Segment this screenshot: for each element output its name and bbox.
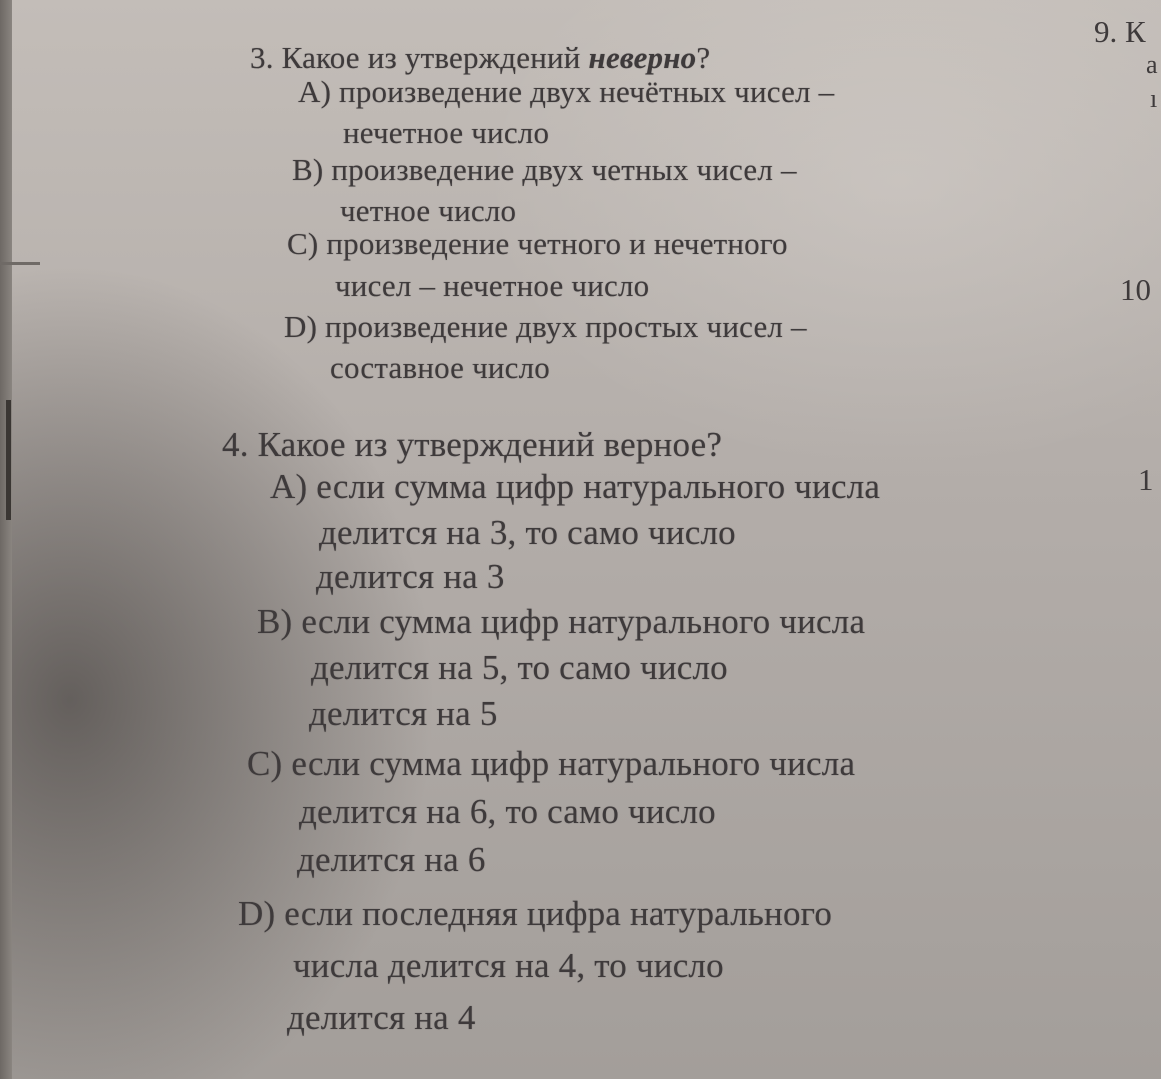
question-9-fragment: 9. К xyxy=(1094,14,1146,49)
q3-option-d-line2: составное число xyxy=(330,350,550,385)
question-10-number: 10 xyxy=(1120,272,1151,307)
question-4-title: 4. Какое из утверждений верное? xyxy=(222,425,723,464)
q4-option-b-line3: делится на 5 xyxy=(309,694,498,733)
q4-option-d-line3: делится на 4 xyxy=(287,998,476,1037)
q4-option-c-line3: делится на 6 xyxy=(297,840,486,879)
q4-option-d-line1: D) если последняя цифра натурального xyxy=(238,894,833,933)
q4-option-a-line2: делится на 3, то само число xyxy=(319,513,736,552)
margin-fragment-a: а xyxy=(1146,50,1158,79)
q3-option-b-line2: четное число xyxy=(340,193,517,228)
q4-option-a-line3: делится на 3 xyxy=(316,557,505,596)
q4-option-c-line2: делится на 6, то само число xyxy=(299,792,716,831)
q4-option-b-line2: делится на 5, то само число xyxy=(311,648,728,687)
q3-option-c-line2: чисел – нечетное число xyxy=(335,268,650,303)
q3-option-c-line1: C) произведение четного и нечетного xyxy=(287,226,788,261)
page-divider xyxy=(0,262,40,265)
question-11-fragment: 1 xyxy=(1138,462,1154,497)
binding-mark xyxy=(6,400,11,520)
q4-option-b-line1: B) если сумма цифр натурального числа xyxy=(257,602,866,641)
q3-option-a-line2: нечетное число xyxy=(343,115,550,150)
margin-fragment-b: ı xyxy=(1150,84,1158,113)
question-3-title: 3. Какое из утверждений неверно? xyxy=(250,40,711,75)
q4-option-a-line1: A) если сумма цифр натурального числа xyxy=(270,467,881,506)
question-3-emphasis: неверно xyxy=(588,40,697,75)
q3-option-b-line1: B) произведение двух четных чисел – xyxy=(292,152,797,187)
q4-option-c-line1: C) если сумма цифр натурального числа xyxy=(247,744,856,783)
page-edge xyxy=(0,0,12,1079)
q4-option-d-line2: числа делится на 4, то число xyxy=(293,946,724,985)
q3-option-a-line1: A) произведение двух нечётных чисел – xyxy=(298,74,835,109)
q3-option-d-line1: D) произведение двух простых чисел – xyxy=(284,309,807,344)
